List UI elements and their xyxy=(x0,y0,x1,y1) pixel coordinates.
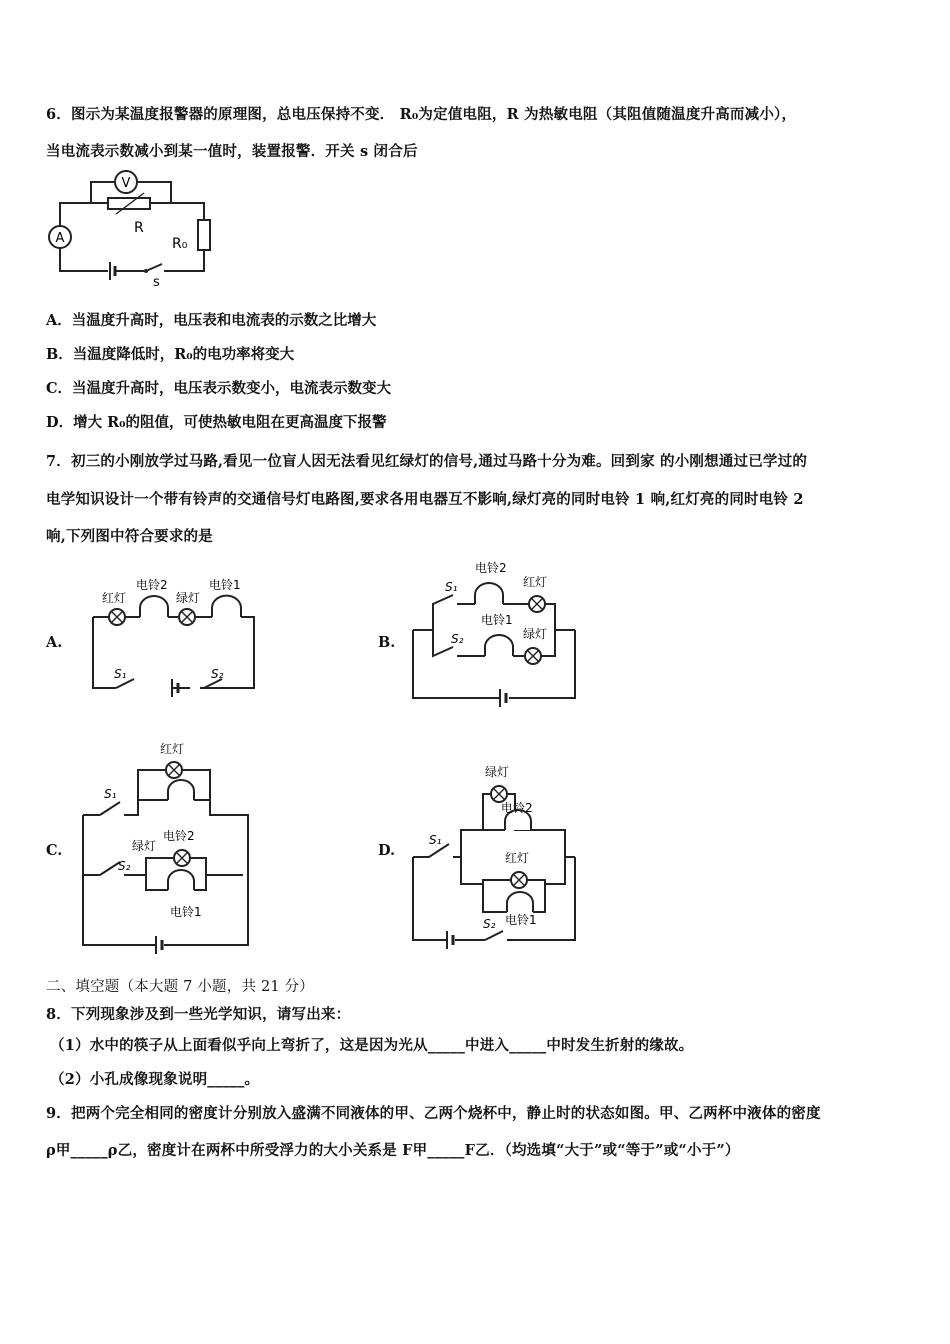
q6-option-d: D．增大 R₀的阻值，可使热敏电阻在更高温度下报警 xyxy=(46,414,387,431)
s1-label: S₁ xyxy=(104,787,117,801)
bell2-label: 电铃2 xyxy=(136,578,168,592)
bell-icon xyxy=(475,583,503,604)
red-light-label: 红灯 xyxy=(160,742,185,756)
green-light-label: 绿灯 xyxy=(523,627,548,641)
diagram-d-branch1 xyxy=(413,794,575,857)
bell-icon xyxy=(168,780,194,800)
red-light-label: 红灯 xyxy=(523,575,548,589)
bell2-label: 电铃2 xyxy=(501,801,533,815)
s2-label: S₂ xyxy=(451,632,464,646)
switch-icon xyxy=(485,931,503,940)
q6-stem-line1: 6．图示为某温度报警器的原理图，总电压保持不变． R₀为定值电阻，R 为热敏电阻（其阻值随温度升高而减小）， xyxy=(46,106,797,123)
q6-right-wire xyxy=(164,250,204,271)
bell1-label: 电铃1 xyxy=(505,913,537,927)
q7-diagram-c xyxy=(78,740,268,955)
fixed-resistor-label: R₀ xyxy=(172,236,188,252)
s2-label: S₂ xyxy=(211,667,224,681)
green-light-label: 绿灯 xyxy=(132,839,157,853)
bell1-label: 电铃1 xyxy=(170,905,202,919)
q6-option-a: A．当温度升高时，电压表和电流表的示数之比增大 xyxy=(46,312,377,329)
q7-option-b-letter: B. xyxy=(378,634,396,651)
q7-option-c-letter: C. xyxy=(46,842,63,859)
q9-stem-line2: ρ甲_____ρ乙，密度计在两杯中所受浮力的大小关系是 F甲_____F乙．（均选填“大于”或“等于”或“小于”） xyxy=(46,1142,740,1159)
bell1-label: 电铃1 xyxy=(481,613,513,627)
q6-stem-line2: 当电流表示数减小到某一值时，装置报警．开关 s 闭合后 xyxy=(46,143,418,160)
bell2-label: 电铃2 xyxy=(475,561,507,575)
section-title: 二、填空题（本大题 7 小题，共 21 分） xyxy=(46,979,315,995)
bell1-label: 电铃1 xyxy=(209,578,241,592)
q8-sub2: （2）小孔成像现象说明_____。 xyxy=(50,1071,260,1088)
switch-label: s xyxy=(153,275,160,290)
diagram-c-branch2 xyxy=(83,858,243,890)
q8-stem: 8．下列现象涉及到一些光学知识，请写出来： xyxy=(46,1006,351,1023)
bell2-label: 电铃2 xyxy=(163,829,195,843)
thermistor-label: R xyxy=(134,220,144,236)
switch-icon xyxy=(146,264,162,271)
green-light-label: 绿灯 xyxy=(176,591,201,605)
q7-stem-line2: 电学知识设计一个带有铃声的交通信号灯电路图,要求各用电器互不影响,绿灯亮的同时电铃 1 响,红灯亮的同时电铃 2 xyxy=(46,491,804,508)
s2-label: S₂ xyxy=(118,859,131,873)
fixed-resistor-icon xyxy=(198,220,210,250)
bell-icon xyxy=(507,892,533,912)
q7-option-a-letter: A. xyxy=(46,634,63,651)
switch-icon xyxy=(200,679,254,688)
q7-stem-line1: 7．初三的小刚放学过马路,看见一位盲人因无法看见红绿灯的信号,通过马路十分为难。回到家 的小刚想通过已学过的 xyxy=(46,453,808,470)
s2-label: S₂ xyxy=(483,917,496,931)
bell-icon xyxy=(140,596,168,617)
red-light-label: 红灯 xyxy=(505,851,530,865)
ammeter-label: A xyxy=(55,231,65,246)
voltmeter-label: V xyxy=(121,176,131,191)
q7-stem-line3: 响,下列图中符合要求的是 xyxy=(46,528,213,545)
bell-icon xyxy=(212,596,241,617)
q6-left-wire xyxy=(60,246,108,271)
bell-icon xyxy=(485,635,513,656)
s1-label: S₁ xyxy=(429,833,442,847)
q6-circuit-diagram xyxy=(46,168,226,288)
q8-sub1: （1）水中的筷子从上面看似乎向上弯折了，这是因为光从_____中进入_____中时发生折射的缘故。 xyxy=(50,1037,694,1054)
bell-icon xyxy=(168,870,194,890)
q6-option-b: B．当温度降低时，R₀的电功率将变大 xyxy=(46,346,295,363)
q7-option-d-letter: D. xyxy=(378,842,396,859)
green-light-label: 绿灯 xyxy=(485,765,510,779)
red-light-label: 红灯 xyxy=(102,591,127,605)
q7-diagram-d xyxy=(405,762,595,952)
s1-label: S₁ xyxy=(114,667,127,681)
s1-label: S₁ xyxy=(445,580,458,594)
q9-stem-line1: 9．把两个完全相同的密度计分别放入盛满不同液体的甲、乙两个烧杯中，静止时的状态如图。甲、乙两杯中液体的密度 xyxy=(46,1105,821,1122)
q7-diagram-b xyxy=(405,558,585,703)
q6-option-c: C．当温度升高时，电压表示数变小，电流表示数变大 xyxy=(46,380,392,397)
q7-diagram-a xyxy=(88,575,263,695)
